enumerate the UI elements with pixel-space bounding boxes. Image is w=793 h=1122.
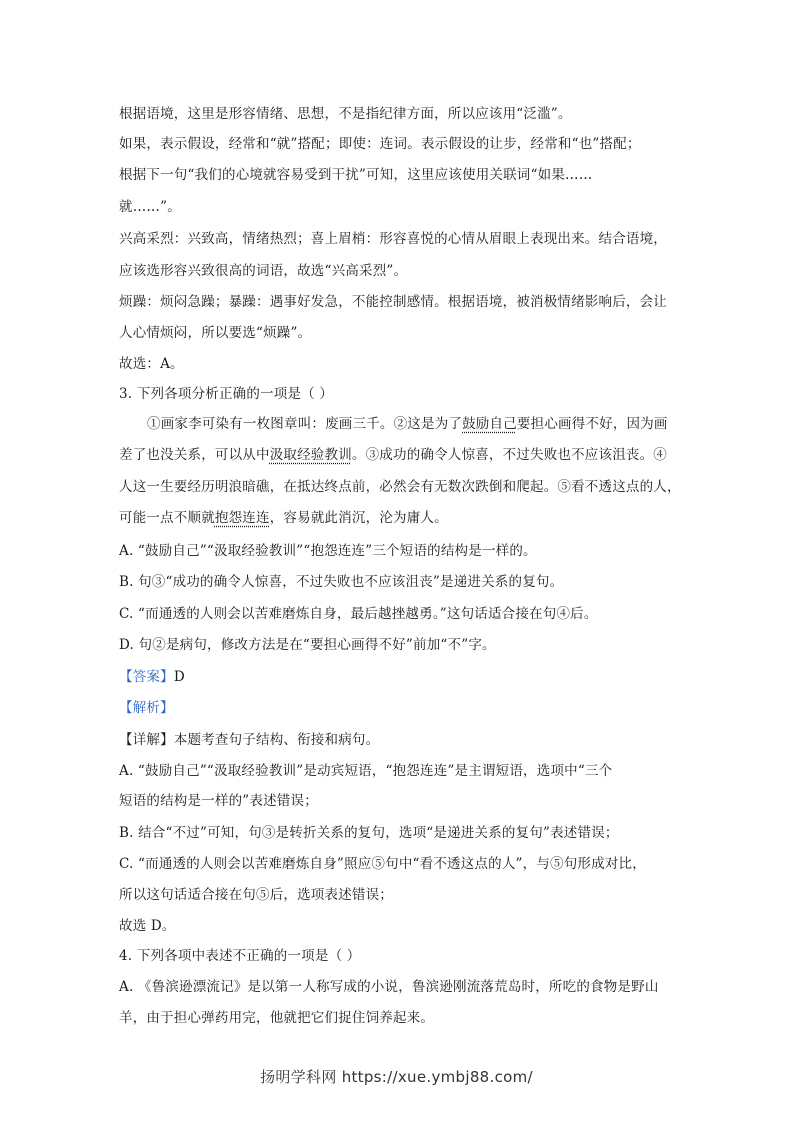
option-c: C. “而通透的人则会以苦难磨炼自身，最后越挫越勇。”这句话适合接在句④后。	[119, 606, 598, 622]
detail-line	[119, 731, 379, 749]
marked-phrase: 抱怨连连	[214, 510, 270, 526]
text-line: 兴高采烈：兴致高，情绪热烈；喜上眉梢：形容喜悦的心情从眉眼上表现出来。结合语境，	[119, 231, 667, 247]
passage-text: 差了也没关系，可以从中	[119, 447, 270, 463]
marked-phrase: 鼓励自己	[462, 416, 517, 432]
answer-value: D	[173, 669, 185, 685]
passage-text: ①画家李可染有一枚图章叫：废画三千。②这是为了	[147, 416, 463, 432]
text-line: 烦躁：烦闷急躁；暴躁：遇事好发急，不能控制感情。根据语境，被消极情绪影响后，会让	[119, 294, 667, 310]
text-line: 故选：A。	[119, 356, 184, 372]
marked-phrase: 汲取经验教训	[269, 447, 352, 463]
passage-text: ，容易就此消沉，沦为庸人。	[269, 510, 448, 526]
question-4-option-a-cont: 羊，由于担心弹药用完，他就把它们捉住饲养起来。	[119, 1010, 435, 1026]
footer-watermark: 扬明学科网 https://xue.ymbj88.com/	[260, 1068, 533, 1086]
explanation-line: 短语的结构是一样的”表述错误；	[119, 793, 318, 809]
passage-text: 可能一点不顺就	[119, 510, 215, 526]
explanation-line: A. “鼓励自己”“汲取经验教训”是动宾短语，“抱怨连连”是主谓短语，选项中“三个	[119, 763, 613, 779]
detail-label: 【详解】	[119, 732, 174, 748]
passage-text: 。③成功的确令人惊喜，不过失败也不应该沮丧。④	[351, 447, 668, 463]
text-line: 根据语境，这里是形容情绪、思想，不是指纪律方面，所以应该用“泛滥”。	[119, 106, 572, 122]
text-line: 就……”。	[119, 199, 181, 215]
passage-line	[119, 509, 448, 527]
answer-line	[119, 668, 185, 686]
answer-label: 【答案】	[119, 669, 174, 685]
question-4-stem: 4. 下列各项中表述不正确的一项是（ ）	[119, 948, 361, 964]
question-4-option-a: A. 《鲁滨逊漂流记》是以第一人称写成的小说，鲁滨逊刚流落荒岛时，所吃的食物是野山	[119, 979, 659, 995]
passage-line	[119, 446, 667, 464]
explanation-line: C. “而通透的人则会以苦难磨炼自身”照应⑤句中“看不透这点的人”，与⑤句形成对比，	[119, 856, 646, 872]
option-a: A. “鼓励自己”“汲取经验教训”“抱怨连连”三个短语的结构是一样的。	[119, 543, 537, 559]
passage-text: 要担心画得不好，因为画	[516, 416, 668, 432]
analysis-label: 【解析】	[119, 700, 174, 716]
text-line: 根据下一句“我们的心境就容易受到干扰”可知，这里应该使用关联词“如果……	[119, 167, 593, 183]
detail-text: 本题考查句子结构、衔接和病句。	[173, 732, 380, 748]
text-line: 应该选形容兴致很高的词语，故选“兴高采烈”。	[119, 263, 408, 279]
option-b: B. 句③“成功的确令人惊喜，不过失败也不应该沮丧”是递进关系的复句。	[119, 574, 564, 590]
question-3-stem: 3. 下列各项分析正确的一项是（ ）	[119, 386, 334, 402]
text-line: 如果，表示假设，经常和“就”搭配；即使：连词。表示假设的让步，经常和“也”搭配；	[119, 136, 641, 152]
passage-line	[147, 415, 668, 433]
explanation-line: B. 结合“不过”可知，句③是转折关系的复句，选项“是递进关系的复句”表述错误；	[119, 825, 619, 841]
explanation-line: 所以这句话适合接在句⑤后，选项表述错误；	[119, 887, 393, 903]
passage-line: 人这一生要经历明浪暗礁，在抵达终点前，必然会有无数次跌倒和爬起。⑤看不透这点的人，	[119, 479, 681, 495]
option-d: D. 句②是病句，修改方法是在“要担心画得不好”前加“不”字。	[119, 637, 496, 653]
text-line: 人心情烦闷，所以要选“烦躁”。	[119, 325, 312, 341]
conclusion-line: 故选 D。	[119, 918, 176, 934]
